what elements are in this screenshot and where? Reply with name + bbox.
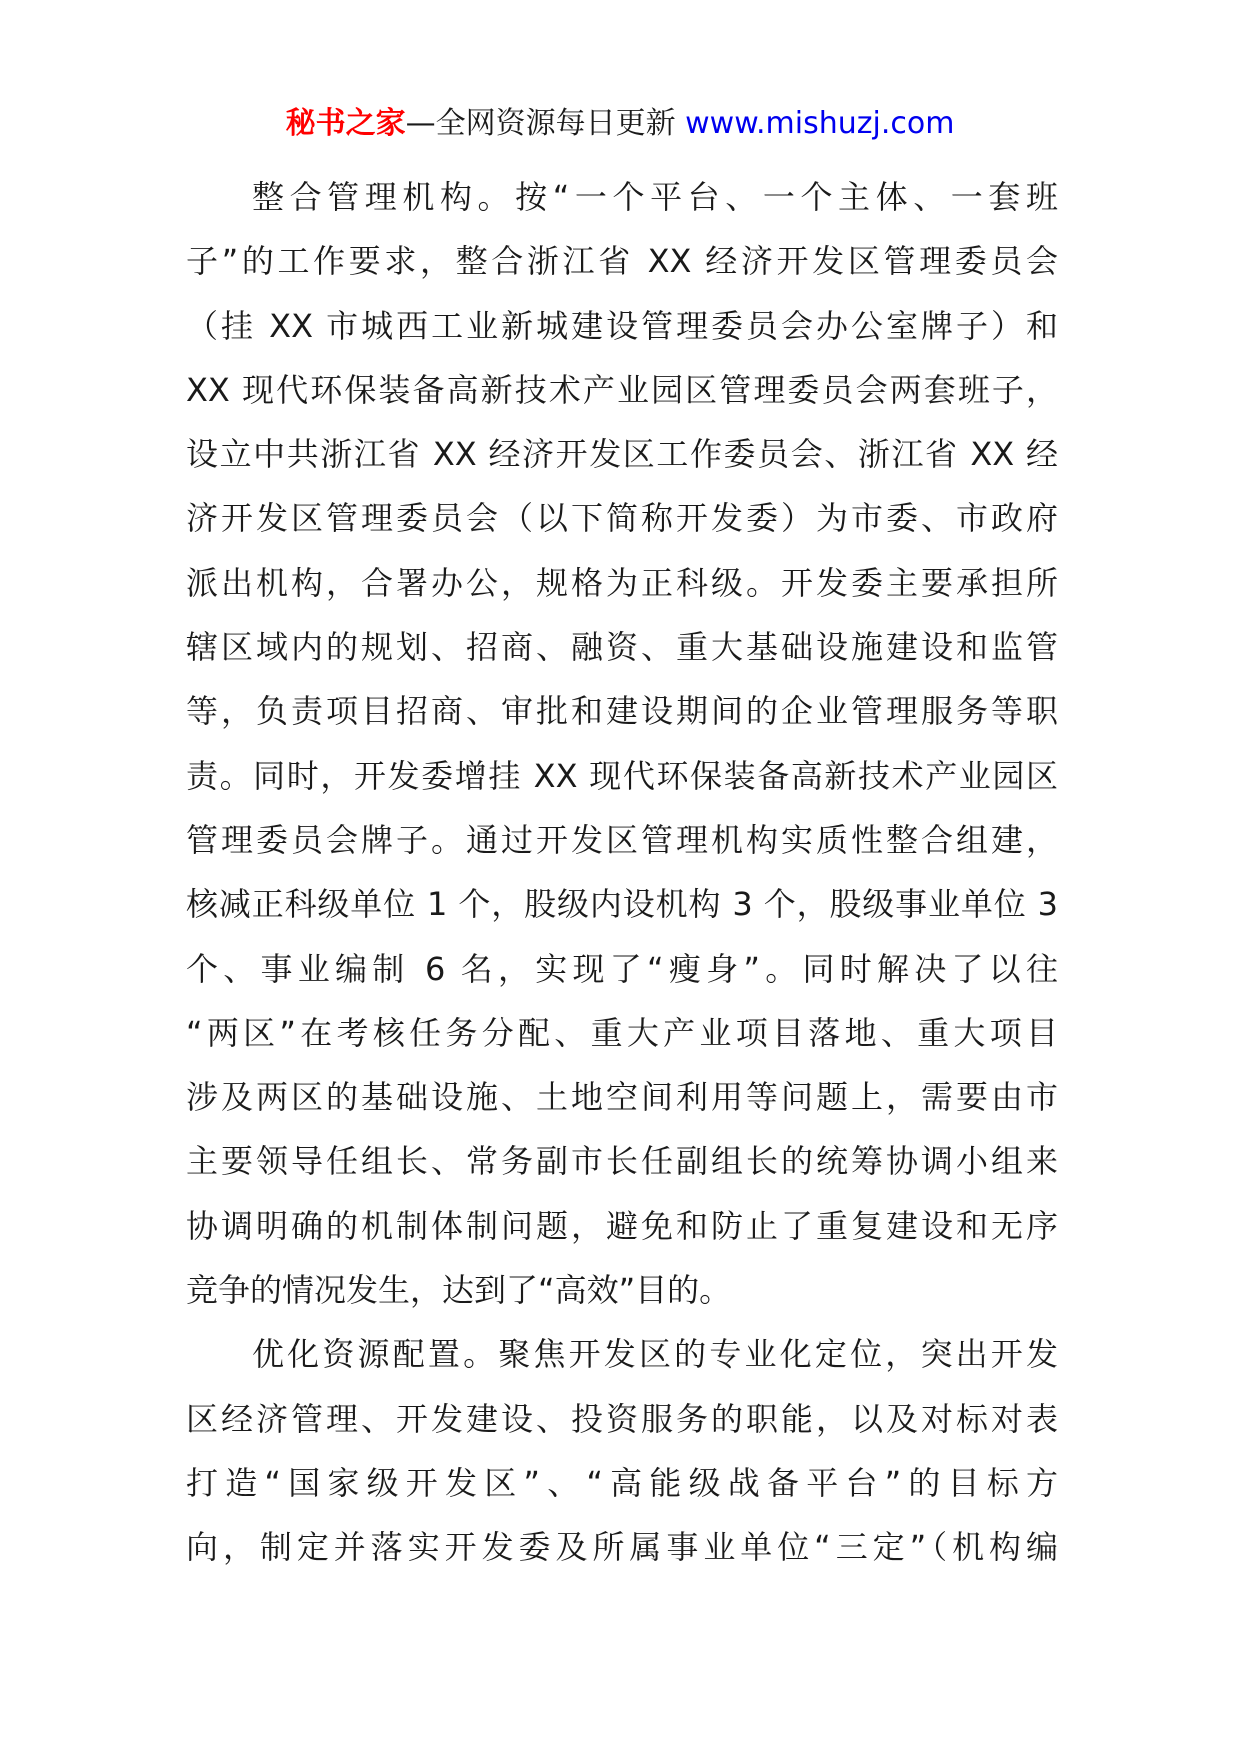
document-body [186, 165, 1058, 1580]
paragraph-line: 辖区域内的规划、招商、融资、重大基础设施建设和监管 [186, 628, 1058, 667]
paragraph-line: 整合管理机构。按“一个平台、一个主体、一套班 [252, 178, 1058, 216]
paragraph-line: XX 现代环保装备高新技术产业园区管理委员会两套班子， [186, 370, 1058, 409]
paragraph-line: 向，制定并落实开发委及所属事业单位“三定”（机构编 [186, 1528, 1058, 1567]
paragraph-line: 打造“国家级开发区”、“高能级战备平台”的目标方 [186, 1463, 1058, 1502]
paragraph-line: 设立中共浙江省 XX 经济开发区工作委员会、浙江省 XX 经 [186, 435, 1058, 474]
site-url-link[interactable]: www.mishuzj.com [685, 106, 955, 141]
brand-name: 秘书之家 [285, 106, 406, 141]
paragraph-line: 等，负责项目招商、审批和建设期间的企业管理服务等职 [186, 692, 1058, 731]
paragraph-line: 个、事业编制 6 名，实现了“瘦身”。同时解决了以往 [186, 949, 1058, 988]
paragraph-line: 涉及两区的基础设施、土地空间利用等问题上，需要由市 [186, 1078, 1058, 1117]
paragraph-line: 主要领导任组长、常务副市长任副组长的统筹协调小组来 [186, 1142, 1058, 1181]
paragraph-line: “两区”在考核任务分配、重大产业项目落地、重大项目 [186, 1013, 1058, 1052]
paragraph-line: 责。同时，开发委增挂 XX 现代环保装备高新技术产业园区 [186, 756, 1058, 795]
paragraph-line: 派出机构，合署办公，规格为正科级。开发委主要承担所 [186, 563, 1058, 602]
paragraph-line: 优化资源配置。聚焦开发区的专业化定位，突出开发 [252, 1335, 1058, 1374]
paragraph-line: 竞争的情况发生，达到了“高效”目的。 [186, 1271, 732, 1310]
header-tagline: —全网资源每日更新 [405, 106, 676, 141]
paragraph-line: 济开发区管理委员会（以下简称开发委）为市委、市政府 [186, 499, 1058, 538]
paragraph-line: 区经济管理、开发建设、投资服务的职能，以及对标对表 [186, 1399, 1058, 1438]
paragraph-line: （挂 XX 市城西工业新城建设管理委员会办公室牌子）和 [186, 306, 1058, 345]
paragraph-line: 子”的工作要求，整合浙江省 XX 经济开发区管理委员会 [186, 242, 1058, 281]
paragraph-1 [186, 165, 1058, 1322]
page-header [0, 100, 1240, 148]
paragraph-line: 核减正科级单位 1 个，股级内设机构 3 个，股级事业单位 3 [186, 885, 1058, 924]
paragraph-line: 协调明确的机制体制问题，避免和防止了重复建设和无序 [186, 1206, 1058, 1245]
paragraph-line: 管理委员会牌子。通过开发区管理机构实质性整合组建， [186, 820, 1058, 859]
paragraph-2 [186, 1322, 1058, 1579]
